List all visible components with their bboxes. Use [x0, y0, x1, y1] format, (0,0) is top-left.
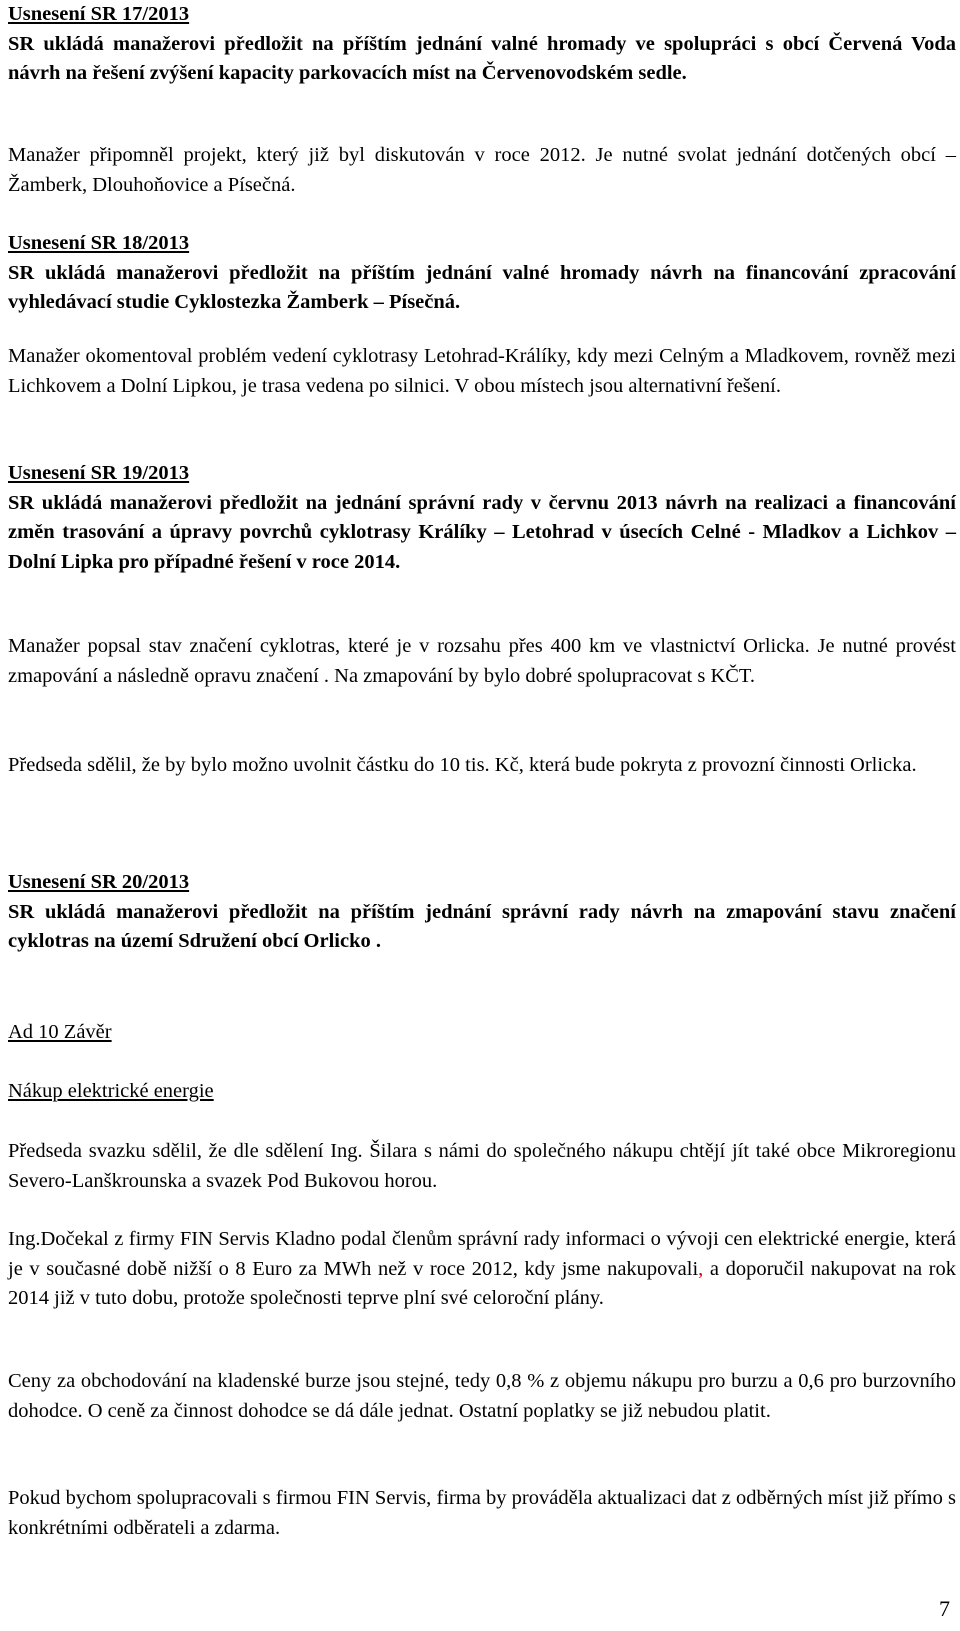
section-subtitle: Nákup elektrické energie	[8, 1080, 214, 1102]
resolution-heading: Usnesení SR 20/2013	[8, 871, 190, 893]
paragraph-part: a doporučil nakupovat na rok 2014 již v tuto dobu, protože společnosti teprve plní své celoroční plány.	[8, 1257, 957, 1310]
resolution-20	[8, 868, 956, 957]
resolution-comment: Manažer okomentoval problém vedení cyklotrasy Letohrad-Králíky, kdy mezi Celným a Mladkovem, rovněž mezi Lichkovem a Dolní Lipkou, je trasa vedena po silnici. V obou místech jsou alternativní řešení.	[8, 345, 956, 397]
resolution-18	[8, 229, 956, 318]
resolution-comment: Manažer popsal stav značení cyklotras, které je v rozsahu přes 400 km ve vlastnictví Orlicka. Je nutné provést zmapování a následně opravu značení . Na zmapování by bylo dobré spolupracovat s KČT.	[8, 635, 956, 687]
resolution-comment-2: Předseda sdělil, že by bylo možno uvolnit částku do 10 tis. Kč, která bude pokryta z provozní činnosti Orlicka.	[8, 754, 917, 776]
resolution-19	[8, 459, 956, 578]
resolution-text: SR ukládá manažerovi předložit na příštím jednání valné hromady návrh na financování zpracování vyhledávací studie Cyklostezka Žamberk – Písečná.	[8, 261, 956, 314]
resolution-heading: Usnesení SR 19/2013	[8, 462, 190, 484]
page-number: 7	[939, 1596, 950, 1621]
paragraph-part: Ing.Dočekal z firmy FIN Servis Kladno podal členům správní rady informaci o vývoji cen elektrické energie, která je v současné době nižší o 8 Euro za MWh než v roce 2012, kdy jsme nakupovali	[8, 1228, 956, 1280]
resolution-text: SR ukládá manažerovi předložit na příštím jednání valné hromady ve spolupráci s obcí Červená Voda návrh na řešení zvýšení kapacity parkovacích míst na Červenovodském sedle.	[8, 32, 956, 85]
resolution-text: SR ukládá manažerovi předložit na příštím jednání správní rady návrh na zmapování stavu značení cyklotras na území Sdružení obcí Orlicko .	[8, 900, 956, 953]
resolution-heading: Usnesení SR 18/2013	[8, 232, 190, 254]
paragraph	[8, 1225, 956, 1314]
resolution-text: SR ukládá manažerovi předložit na jednání správní rady v červnu 2013 návrh na realizaci a financování změn trasování a úpravy povrchů cyklotrasy Králíky – Letohrad v úsecích Celné - Mladkov a Lichkov – Dolní Lipka pro případné řešení v roce 2014.	[8, 491, 956, 574]
resolution-comment: Manažer připomněl projekt, který již byl diskutován v roce 2012. Je nutné svolat jednání dotčených obcí – Žamberk, Dlouhoňovice a Písečná.	[8, 144, 956, 196]
paragraph: Pokud bychom spolupracovali s firmou FIN Servis, firma by prováděla aktualizaci dat z odběrných míst již přímo s konkrétními odběrateli a zdarma.	[8, 1487, 956, 1539]
resolution-17	[8, 0, 956, 89]
paragraph: Předseda svazku sdělil, že dle sdělení Ing. Šilara s námi do společného nákupu chtějí jít také obce Mikroregionu Severo-Lanškrounska a svazek Pod Bukovou horou.	[8, 1140, 956, 1192]
resolution-heading: Usnesení SR 17/2013	[8, 3, 190, 25]
section-title: Ad 10 Závěr	[8, 1021, 112, 1043]
red-comma: ,	[698, 1257, 704, 1280]
paragraph: Ceny za obchodování na kladenské burze jsou stejné, tedy 0,8 % z objemu nákupu pro burzu a 0,6 pro burzovního dohodce. O ceně za činnost dohodce se dá dále jednat. Ostatní poplatky se již nebudou platit.	[8, 1370, 956, 1422]
